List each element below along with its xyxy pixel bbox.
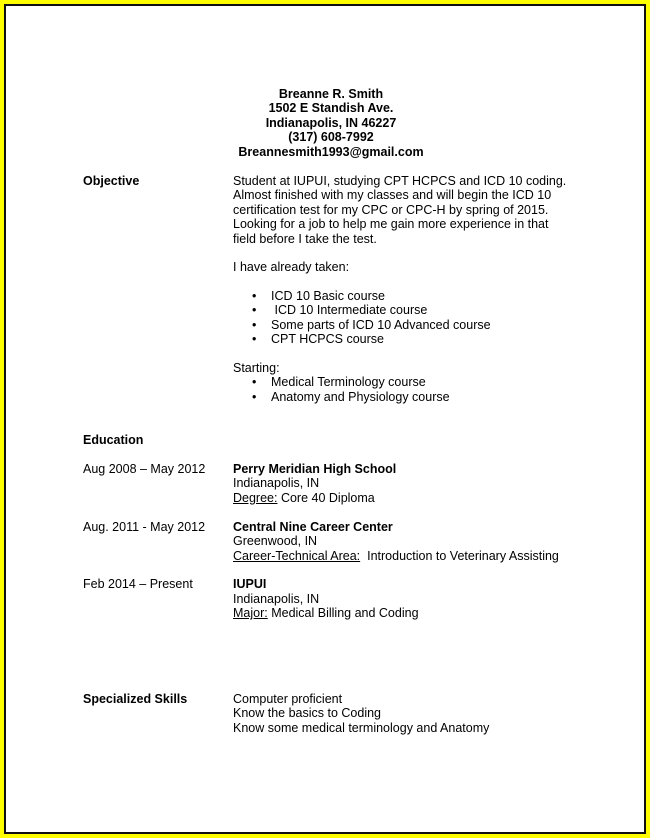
school-location: Indianapolis, IN	[233, 592, 320, 606]
list-item: Anatomy and Physiology course	[271, 390, 450, 404]
skill-item: Know some medical terminology and Anatomy	[233, 721, 490, 735]
courses-starting-intro: Starting:	[233, 361, 280, 375]
bullet-icon: •	[252, 289, 257, 303]
education-dates: Aug 2008 – May 2012	[83, 462, 206, 476]
phone-number: (317) 608-7992	[288, 130, 374, 144]
objective-line: field before I take the test.	[233, 232, 377, 246]
bullet-icon: •	[252, 303, 257, 317]
skill-item: Know the basics to Coding	[233, 706, 382, 720]
school-name: Perry Meridian High School	[233, 462, 397, 476]
school-name: Central Nine Career Center	[233, 520, 393, 534]
detail-value: Core 40 Diploma	[277, 491, 375, 505]
list-item: ICD 10 Intermediate course	[271, 303, 428, 317]
skills-heading: Specialized Skills	[83, 692, 188, 706]
detail-label: Degree:	[233, 491, 278, 505]
courses-taken-intro: I have already taken:	[233, 260, 350, 274]
objective-line: Looking for a job to help me gain more experience in that	[233, 217, 549, 231]
detail-label: Major:	[233, 606, 268, 620]
school-location: Indianapolis, IN	[233, 476, 320, 490]
objective-line: Student at IUPUI, studying CPT HCPCS and ICD 10 coding.	[233, 174, 567, 188]
detail-value: Introduction to Veterinary Assisting	[360, 549, 559, 563]
skill-item: Computer proficient	[233, 692, 343, 706]
objective-line: certification test for my CPC or CPC-H by spring of 2015.	[233, 203, 549, 217]
objective-heading: Objective	[83, 174, 140, 188]
bullet-icon: •	[252, 375, 257, 389]
objective-line: Almost finished with my classes and will begin the ICD 10	[233, 188, 552, 202]
bullet-icon: •	[252, 390, 257, 404]
education-detail	[233, 549, 559, 564]
education-dates: Aug. 2011 - May 2012	[83, 520, 206, 534]
city-state-zip: Indianapolis, IN 46227	[265, 116, 397, 130]
education-dates: Feb 2014 – Present	[83, 577, 193, 591]
school-name: IUPUI	[233, 577, 267, 591]
detail-value: Medical Billing and Coding	[267, 606, 419, 620]
applicant-name: Breanne R. Smith	[278, 87, 384, 101]
address-line: 1502 E Standish Ave.	[268, 101, 394, 115]
detail-label: Career-Technical Area:	[233, 549, 361, 563]
list-item: ICD 10 Basic course	[271, 289, 385, 303]
list-item: Medical Terminology course	[271, 375, 426, 389]
education-detail	[233, 491, 375, 506]
list-item: CPT HCPCS course	[271, 332, 384, 346]
resume-page	[4, 4, 646, 834]
bullet-icon: •	[252, 332, 257, 346]
education-detail	[233, 606, 419, 621]
education-heading: Education	[83, 433, 144, 447]
email-address: Breannesmith1993@gmail.com	[238, 145, 424, 159]
list-item: Some parts of ICD 10 Advanced course	[271, 318, 491, 332]
school-location: Greenwood, IN	[233, 534, 318, 548]
bullet-icon: •	[252, 318, 257, 332]
